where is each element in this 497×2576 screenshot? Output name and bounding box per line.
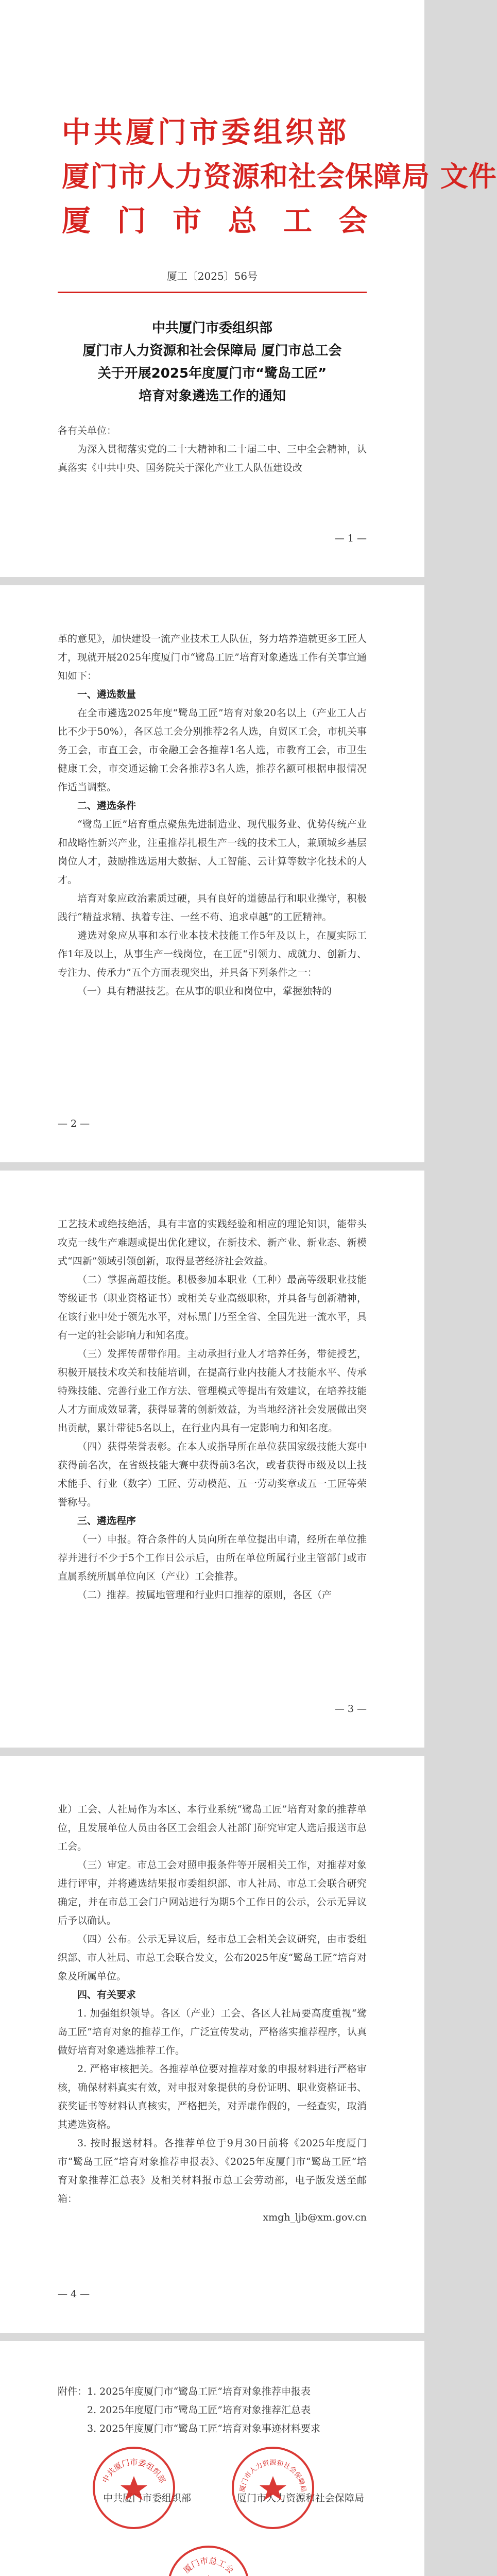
paragraph: 1. 加强组织领导。各区（产业）工会、各区人社局要高度重视“鹭岛工匠”培育对象的推荐工作，广泛宣传发动，严格落实推荐程序，认真做好培育对象遴选推荐工作。 (58, 2008, 367, 2056)
email-address: xmgh_ljb@xm.gov.cn (263, 2212, 367, 2223)
official-seal-icon (229, 2444, 317, 2532)
paragraph: 业）工会、人社局作为本区、本行业系统“鹭岛工匠”培育对象的推荐单位，且发展单位人员由各区工会组会人社部门研究审定人选后报送市总工会。 (58, 1804, 367, 1852)
signer-1: 中共厦门市委组织部 (103, 2493, 192, 2504)
section-heading: 二、遴选条件 (77, 800, 136, 811)
paragraph: 革的意见》，加快建设一流产业技术工人队伍，努力培养造就更多工匠人才，现就开展2025年度厦门市“鹭岛工匠”培育对象遴选工作有关事宜通知如下： (58, 633, 367, 682)
page-number: — 2 — (58, 1118, 90, 1129)
title-line-4: 培育对象遴选工作的通知 (138, 388, 286, 404)
attachment-item: 1. 2025年度厦门市“鹭岛工匠”培育对象推荐申报表 (87, 2386, 311, 2397)
attachments-label: 附件： (58, 2386, 88, 2397)
paragraph: 培育对象应政治素质过硬，具有良好的道德品行和职业操守，积极践行“精益求精、执着专注、一丝不苟、追求卓越”的工匠精神。 (58, 893, 367, 923)
paragraph: 在全市遴选2025年度“鹭岛工匠”培育对象20名以上（产业工人占比不少于50%），各区总工会分别推荐2名人选，自贸区工会，市机关事务工会，市直工会，市金融工会各推荐1名人选，市教育工会，市卫生健康工会，市交通运输工会各推荐3名人选，推荐名额可根据申报情况作适当调整。 (58, 707, 367, 793)
issuer-header-line-1: 中共厦门市委组织部 (62, 116, 349, 149)
section-heading: 一、遴选数量 (77, 689, 136, 700)
salutation: 各有关单位： (58, 425, 117, 436)
paragraph: “鹭岛工匠”培育重点聚焦先进制造业、现代服务业、优势传统产业和战略性新兴产业，注重推荐扎根生产一线的技术工人，兼顾城乡基层岗位人才，鼓励推选运用大数据、人工智能、云计算等数字化技术的人才。 (58, 819, 367, 886)
official-seal-icon (165, 2543, 252, 2576)
paragraph: （三）审定。市总工会对照申报条件等开展相关工作，对推荐对象进行评审，并将遴选结果报市委组织部、市人社局、市总工会联合研究确定，并在市总工会门户网站进行为期5个工作日的公示，公示无异议后予以确认。 (58, 1859, 367, 1926)
document-page-4 (0, 1756, 424, 2333)
official-seal-icon (90, 2444, 178, 2532)
attachment-item: 2. 2025年度厦门市“鹭岛工匠”培育对象推荐汇总表 (87, 2404, 311, 2416)
paragraph: （四）公布。公示无异议后，经市总工会相关会议研究，由市委组织部、市人社局、市总工会联合发文，公布2025年度“鹭岛工匠”培育对象及所属单位。 (58, 1934, 367, 1982)
page-2-body (58, 630, 367, 1001)
attachments-list (58, 2382, 367, 2401)
paragraph: 工艺技术或绝技绝活，具有丰富的实践经验和相应的理论知识，能带头攻克一线生产难题或提出优化建议，在新技术、新产业、新业态、新模式“四新”领域引领创新，取得显著经济社会效益。 (58, 1218, 367, 1267)
seal-name: 中共厦门市委组织部 (100, 2458, 167, 2485)
issuer-header-line-3: 厦 门 市 总 工 会 (62, 205, 376, 238)
page-1-body (58, 421, 367, 477)
attachments-block (58, 2382, 367, 2438)
page-number: — 3 — (334, 1703, 367, 1715)
paragraph: （三）发挥传帮带作用。主动承担行业人才培养任务，带徒授艺，积极开展技术攻关和技能培训，在提高行业内技能人才技能水平、传承特殊技能、完善行业工作方法、管理模式等提出有效建议，在培养技能人才方面成效显著，获得显著的创新效益，为当地经济社会发展做出突出贡献，累计带徒5名以上，在行业内具有一定影响力和知名度。 (58, 1348, 367, 1434)
paragraph: （二）推荐。按属地管理和行业归口推荐的原则，各区（产 (77, 1589, 332, 1601)
paragraph: （四）获得荣誉表彰。在本人或指导所在单位获国家级技能大赛中获得前名次，在省级技能大赛中获得前3名次，或者获得市级及以上技术能手、行业（数字）工匠、劳动模范、五一劳动奖章或五一工匠等荣誉称号。 (58, 1441, 367, 1508)
red-divider (58, 292, 367, 293)
paragraph: （一）申报。符合条件的人员向所在单位提出申请，经所在单位推荐并进行不少于5个工作日公示后，由所在单位所属行业主管部门或市直属系统所属单位向区（产业）工会推荐。 (58, 1534, 367, 1582)
title-line-2: 厦门市人力资源和社会保障局 厦门市总工会 (82, 343, 342, 359)
section-heading: 三、遴选程序 (77, 1515, 136, 1527)
title-line-1: 中共厦门市委组织部 (151, 320, 272, 336)
paragraph: （一）具有精湛技艺。在从事的职业和岗位中，掌握独特的 (77, 986, 332, 997)
paragraph: 为深入贯彻落实党的二十大精神和二十届二中、三中全会精神，认真落实《中共中央、国务院关于深化产业工人队伍建设改 (58, 444, 367, 473)
document-number: 厦工〔2025〕56号 (166, 270, 258, 282)
page-number: — 4 — (58, 2289, 90, 2300)
document-page-5 (0, 2341, 424, 2576)
signer-2: 厦门市人力资源和社会保障局 (237, 2493, 365, 2504)
paragraph: （二）掌握高超技能。积极参加本职业（工种）最高等级职业技能等级证书（职业资格证书）或相关专业高级职称，并具备与创新精神，在该行业中处于领先水平，对标黑门乃至全省、全国先进一流水平，具有一定的社会影响力和知名度。 (58, 1274, 367, 1341)
page-number: — 1 — (334, 533, 367, 544)
paragraph: 2. 严格审核把关。各推荐单位要对推荐对象的申报材料进行严格审核，确保材料真实有效，对申报对象提供的身份证明、职业资格证书、获奖证书等材料认真核实，严格把关，对弄虚作假的，一经查实，取消其遴选资格。 (58, 2063, 367, 2130)
seal-name: 厦门市总工会 (181, 2555, 236, 2575)
paragraph: 3. 按时报送材料。各推荐单位于9月30日前将《2025年度厦门市“鹭岛工匠”培育对象推荐申报表》、《2025年度厦门市“鹭岛工匠”培育对象推荐汇总表》及相关材料报市总工会劳动部，电子版发送至邮箱： (58, 2138, 367, 2205)
attachment-item: 3. 2025年度厦门市“鹭岛工匠”培育对象事迹材料要求 (87, 2423, 320, 2434)
document-page-3 (0, 1171, 424, 1748)
paragraph: 遴选对象应从事和本行业本技术技能工作5年及以上，在厦实际工作1年及以上，从事生产一线岗位，在工匠“引领力、成就力、创新力、专注力、传承力”五个方面表现突出，并具备下列条件之一： (58, 930, 367, 978)
title-line-3: 关于开展2025年度厦门市“鹭岛工匠” (97, 366, 327, 381)
document-page-1 (0, 0, 497, 577)
page-4-body (58, 1800, 367, 2227)
issuer-header-line-2: 厦门市人力资源和社会保障局 文件 (62, 160, 497, 193)
document-page-2 (0, 585, 424, 1162)
seal-name: 厦门市人力资源和社会保障局 (238, 2459, 307, 2493)
section-heading: 四、有关要求 (77, 1989, 136, 2001)
page-3-body (58, 1215, 367, 1604)
